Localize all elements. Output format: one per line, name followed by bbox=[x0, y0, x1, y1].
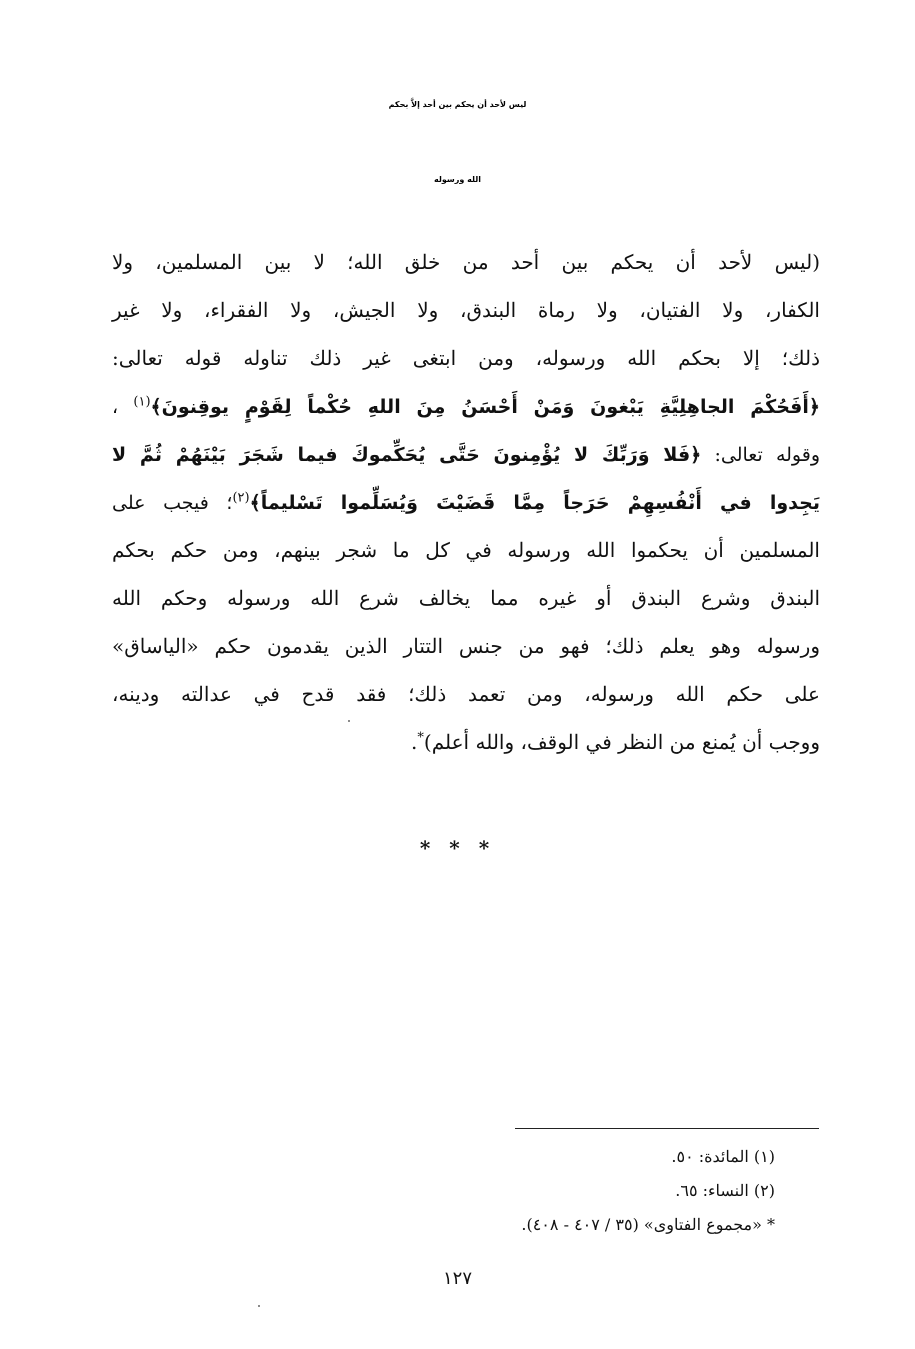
footnote-2: (٢) النساء: ٦٥. bbox=[675, 1181, 775, 1200]
quran-verse-1: ﴿أَفَحُكْمَ الجاهِلِيَّةِ يَبْغونَ وَمَنْ أَحْسَنُ مِنَ اللهِ حُكْماً لِقَوْمٍ يوقِنونَ﴾ bbox=[150, 396, 820, 418]
body-line-10: على حكم الله ورسوله، ومن تعمد ذلك؛ فقد قدح في عدالته ودينه، bbox=[112, 682, 820, 706]
footnote-ref-2: (٢) bbox=[232, 490, 250, 506]
footnote-ref-1: (١) bbox=[133, 394, 151, 410]
footnote-1: (١) المائدة: ٥٠. bbox=[671, 1147, 775, 1166]
body-line-5 bbox=[112, 430, 820, 478]
source-star-marker: * bbox=[417, 730, 424, 746]
verse-2-intro: وقوله تعالى: bbox=[701, 444, 820, 466]
quran-verse-2-part-2: يَجِدوا في أَنْفُسِهِمْ حَرَجاً مِمَّا قَضَيْتَ وَيُسَلِّموا تَسْليماً﴾ bbox=[249, 492, 820, 514]
body-line-4 bbox=[112, 382, 820, 430]
body-line-9: ورسوله وهو يعلم ذلك؛ فهو من جنس التتار الذين يقدمون حكم «الياساق» bbox=[112, 634, 820, 658]
footnote-divider bbox=[515, 1128, 819, 1129]
footnotes bbox=[380, 1140, 775, 1242]
body-line-3: ذلك؛ إلا بحكم الله ورسوله، ومن ابتغى غير ذلك تناوله قوله تعالى: bbox=[112, 346, 820, 370]
section-separator: * * * bbox=[419, 836, 496, 860]
body-paragraph bbox=[112, 238, 820, 766]
quran-verse-2-part-1: ﴿فَلا وَرَبِّكَ لا يُؤْمِنونَ حَتَّى يُحَكِّموكَ فيما شَجَرَ بَيْنَهُمْ ثُمَّ لا bbox=[112, 444, 702, 466]
body-line-8: البندق وشرع البندق أو غيره مما يخالف شرع الله ورسوله وحكم الله bbox=[112, 586, 821, 610]
chapter-title-line-1: ليس لأحد أن يحكم بين أحد إلاَّ بحكم bbox=[388, 100, 527, 109]
body-line-11 bbox=[112, 718, 820, 766]
body-line-7: المسلمين أن يحكموا الله ورسوله في كل ما شجر بينهم، ومن حكم بحكم bbox=[112, 538, 820, 562]
page-number: ١٢٧ bbox=[442, 1268, 472, 1289]
body-line-1: (ليس لأحد أن يحكم بين أحد من خلق الله؛ لا بين المسلمين، ولا bbox=[112, 250, 820, 274]
body-line-11-period: . bbox=[411, 730, 418, 754]
verse-1-trailing: ، bbox=[112, 396, 134, 418]
scan-speck bbox=[258, 1305, 260, 1307]
body-line-11-text: ووجب أن يُمنع من النظر في الوقف، والله أعلم) bbox=[423, 730, 820, 754]
footnote-source: * «مجموع الفتاوى» (٣٥ / ٤٠٧ - ٤٠٨). bbox=[521, 1215, 775, 1234]
verse-2-trailing: ؛ فيجب على bbox=[112, 492, 233, 514]
scan-speck bbox=[348, 720, 350, 722]
body-line-6 bbox=[112, 478, 820, 526]
body-line-2: الكفار، ولا الفتيان، ولا رماة البندق، ولا الجيش، ولا الفقراء، ولا غير bbox=[112, 298, 820, 322]
chapter-title-line-2: الله ورسوله bbox=[434, 175, 481, 184]
